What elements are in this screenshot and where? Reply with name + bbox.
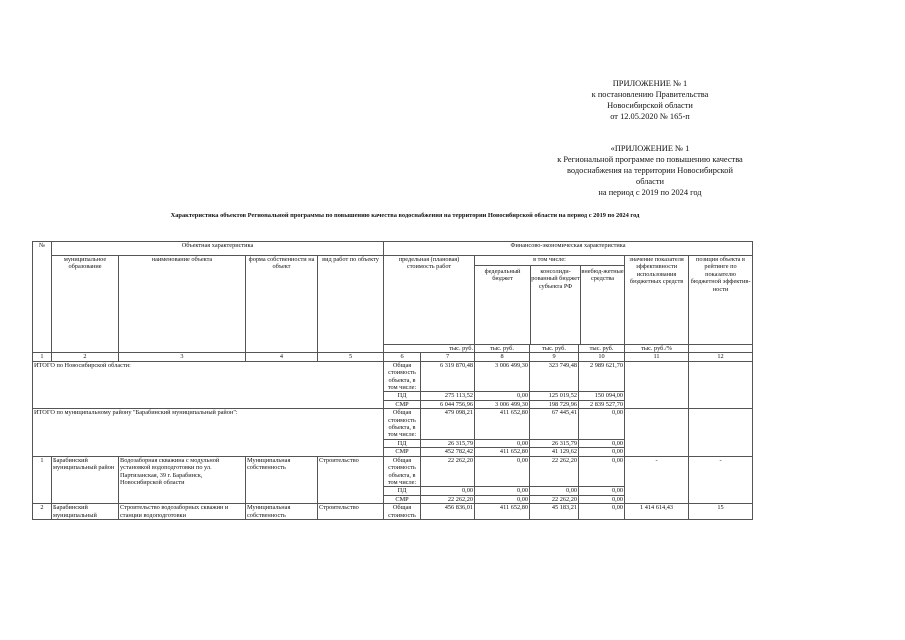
item-work-type: Строительство — [318, 456, 384, 503]
table-row — [33, 456, 753, 487]
efficiency-value — [625, 409, 689, 456]
program-appendix-line: водоснабжения на территории Новосибирской — [567, 166, 733, 175]
column-number: 6 — [384, 353, 421, 361]
consolidated-value: 41 129,62 — [530, 448, 579, 456]
federal-value: 3 006 499,30 — [475, 400, 530, 408]
header-object-group: Объектная характеристика — [52, 242, 384, 256]
column-number: 11 — [625, 353, 689, 361]
row-kind: СМР — [384, 400, 421, 408]
federal-value: 411 652,80 — [475, 504, 530, 520]
federal-value: 0,00 — [475, 495, 530, 503]
efficiency-value: 1 414 614,43 — [625, 504, 689, 520]
item-work-type: Строительство — [318, 504, 384, 520]
document-title: Характеристика объектов Региональной программы по повышению качества водоснабжения на территории Новосибирской области на период с 2019 по 2024 год — [170, 212, 640, 219]
item-municipality: Барабинский муниципальный район — [52, 456, 119, 503]
column-number: 3 — [119, 353, 246, 361]
consolidated-value: 22 262,20 — [530, 495, 579, 503]
consolidated-value: 0,00 — [530, 487, 579, 495]
header-ownership: форма собственности на объект — [246, 256, 318, 353]
rating-value — [689, 409, 753, 456]
rating-value: 15 — [689, 504, 753, 520]
consolidated-value: 67 445,41 — [530, 409, 579, 440]
column-number: 1 — [33, 353, 52, 361]
item-number: 1 — [33, 456, 52, 503]
objects-table — [32, 241, 753, 520]
appendix-header-line: ПРИЛОЖЕНИЕ № 1 — [612, 79, 688, 88]
federal-value: 411 652,80 — [475, 448, 530, 456]
unit-rating — [689, 345, 753, 353]
unit-efficiency: тыс. руб./% — [625, 345, 689, 353]
header-object-name: наименование объекта — [119, 256, 246, 353]
program-appendix-line: к Региональной программе по повышению качества — [557, 155, 743, 164]
item-municipality: Барабинский муниципальный — [52, 504, 119, 520]
cost-value: 22 262,20 — [421, 456, 475, 487]
header-rating: позиция объекта в рейтинге по показателю бюджетной эффектив-ности — [689, 256, 753, 345]
appendix-header-line: Новосибирской области — [607, 101, 693, 110]
table-row — [33, 361, 753, 392]
item-number: 2 — [33, 504, 52, 520]
extrabudget-value: 0,00 — [579, 495, 625, 503]
federal-value: 0,00 — [475, 456, 530, 487]
total-district-label: ИТОГО по муниципальному району "Барабинский муниципальный район": — [33, 409, 384, 456]
program-appendix-line: на период с 2019 по 2024 год — [598, 188, 702, 197]
column-number: 8 — [475, 353, 530, 361]
row-kind: ПД — [384, 439, 421, 447]
federal-value: 0,00 — [475, 392, 530, 400]
header-federal: федеральный бюджет — [475, 266, 531, 344]
table-column-numbers — [33, 353, 753, 361]
appendix-header — [540, 78, 760, 122]
cost-value: 0,00 — [421, 487, 475, 495]
column-number: 4 — [246, 353, 318, 361]
extrabudget-value: 0,00 — [579, 487, 625, 495]
federal-value: 411 652,80 — [475, 409, 530, 440]
row-kind: Общая стоимость объекта, в том числе: — [384, 361, 421, 392]
header-efficiency: значение показателя эффективности использования бюджетных средств — [625, 256, 689, 345]
program-appendix-header — [540, 143, 760, 198]
table-group-header — [33, 242, 753, 256]
item-object: Строительство водозаборных скважин и станции водоподготовки — [119, 504, 246, 520]
column-number: 5 — [318, 353, 384, 361]
extrabudget-value: 0,00 — [579, 448, 625, 456]
consolidated-value: 125 019,52 — [530, 392, 579, 400]
consolidated-value: 198 729,96 — [530, 400, 579, 408]
unit-federal: тыс. руб. — [475, 345, 530, 353]
cost-value: 479 098,21 — [421, 409, 475, 440]
consolidated-value: 45 183,21 — [530, 504, 579, 520]
extrabudget-value: 0,00 — [579, 504, 625, 520]
row-kind: Общая стоимость объекта, в том числе: — [384, 409, 421, 440]
rating-value — [689, 361, 753, 408]
consolidated-value: 323 749,48 — [530, 361, 579, 392]
table-row — [33, 504, 753, 520]
row-kind: ПД — [384, 487, 421, 495]
efficiency-value — [625, 361, 689, 408]
header-including: в том числе: — [475, 256, 624, 266]
column-number: 12 — [689, 353, 753, 361]
header-municipality: муниципальное образование — [52, 256, 119, 353]
header-consolidated: консолиди-рованный бюджет субъекта РФ — [531, 266, 581, 344]
unit-cost: тыс. руб. — [384, 345, 475, 353]
extrabudget-value: 2 839 527,70 — [579, 400, 625, 408]
column-number: 2 — [52, 353, 119, 361]
cost-value: 6 319 870,48 — [421, 361, 475, 392]
item-object: Водозаборная скважина с модульной установкой водоподготовки по ул. Партизанская, 39 г. Барабинск, Новосибирской области — [119, 456, 246, 503]
extrabudget-value: 0,00 — [579, 409, 625, 440]
row-kind: Общая стоимость объекта, в том числе: — [384, 456, 421, 487]
row-kind: СМР — [384, 448, 421, 456]
extrabudget-value: 2 989 621,70 — [579, 361, 625, 392]
table-column-headers — [33, 256, 753, 345]
extrabudget-value: 0,00 — [579, 439, 625, 447]
appendix-header-line: от 12.05.2020 № 165-п — [610, 112, 690, 121]
extrabudget-value: 0,00 — [579, 456, 625, 487]
appendix-header-line: к постановлению Правительства — [591, 90, 709, 99]
header-including-block — [475, 256, 625, 345]
program-appendix-line: области — [636, 177, 664, 186]
header-finance-group: Финансово-экономическая характеристика — [384, 242, 753, 256]
header-including-subcols — [475, 266, 624, 344]
federal-value: 3 006 499,30 — [475, 361, 530, 392]
consolidated-value: 26 315,79 — [530, 439, 579, 447]
consolidated-value: 22 262,20 — [530, 456, 579, 487]
total-region-label: ИТОГО по Новосибирской области: — [33, 361, 384, 408]
rating-value: - — [689, 456, 753, 503]
item-ownership: Муниципальная собственность — [246, 504, 318, 520]
column-number: 10 — [579, 353, 625, 361]
header-cost: предельная (плановая) стоимость работ — [384, 256, 475, 345]
item-ownership: Муниципальная собственность — [246, 456, 318, 503]
federal-value: 0,00 — [475, 439, 530, 447]
federal-value: 0,00 — [475, 487, 530, 495]
row-kind: СМР — [384, 495, 421, 503]
table-row — [33, 409, 753, 440]
row-kind: ПД — [384, 392, 421, 400]
header-work-type: вид работ по объекту — [318, 256, 384, 353]
header-no: № — [33, 242, 52, 353]
extrabudget-value: 150 094,00 — [579, 392, 625, 400]
unit-extrabudget: тыс. руб. — [579, 345, 625, 353]
efficiency-value: - — [625, 456, 689, 503]
unit-consolidated: тыс. руб. — [530, 345, 579, 353]
cost-value: 456 836,01 — [421, 504, 475, 520]
row-kind: Общая стоимость — [384, 504, 421, 520]
cost-value: 22 262,20 — [421, 495, 475, 503]
program-appendix-line: «ПРИЛОЖЕНИЕ № 1 — [610, 144, 690, 153]
column-number: 9 — [530, 353, 579, 361]
cost-value: 26 315,79 — [421, 439, 475, 447]
cost-value: 6 044 756,96 — [421, 400, 475, 408]
column-number: 7 — [421, 353, 475, 361]
header-extrabudget: внебюд-жетные средства — [581, 268, 624, 283]
cost-value: 452 782,42 — [421, 448, 475, 456]
cost-value: 275 113,52 — [421, 392, 475, 400]
